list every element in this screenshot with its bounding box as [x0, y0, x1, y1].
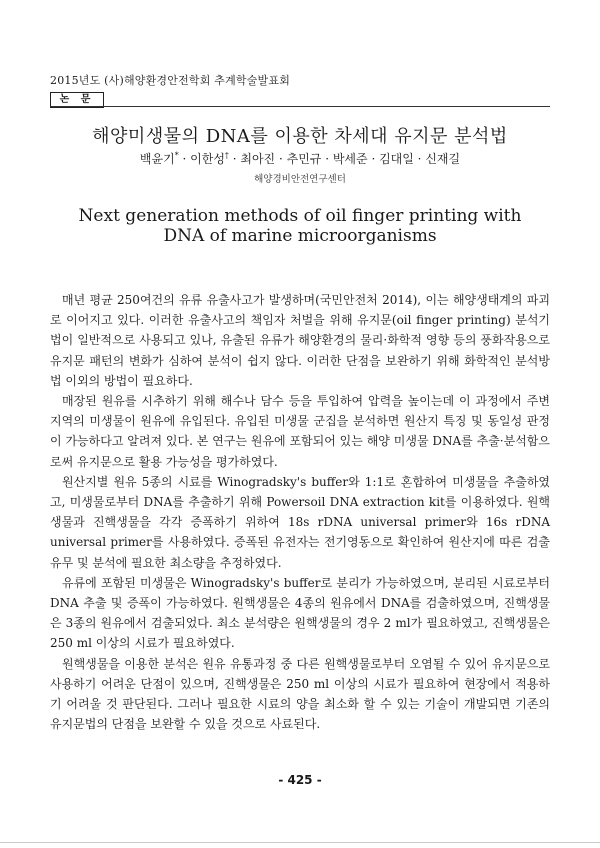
- affiliation: 해양경비안전연구센터: [254, 174, 346, 185]
- author-name: 이한성: [190, 152, 225, 166]
- body-paragraph: 원산지별 원유 5종의 시료를 Winogradsky's buffer와 1:1로 혼합하여 미생물을 추출하였고, 미생물로부터 DNA를 추출하기 위해 Powersoil DNA extraction kit를 이용하였다. 원핵생물과 진핵생물을 각각 증폭하기 위하여 18s rDNA universal primer와 16s rDNA universal primer를 사용하였다. 증폭된 유전자는 전기영동으로 확인하여 원산지에 따른 검출 유무 및 분석에 필요한 최소량을 추정하였다.: [50, 474, 550, 570]
- page-bottom-edge: [0, 842, 600, 843]
- body-paragraph: 매장된 원유를 시추하기 위해 해수나 담수 등을 투입하여 압력을 높이는데 이 과정에서 주변 지역의 미생물이 원유에 유입된다. 유입된 미생물 군집을 분석하면 원산지 특징 및 동일성 판정이 가능하다고 알려져 있다. 본 연구는 원유에 포함되어 있는 해양 미생물 DNA를 추출·분석함으로써 유지문으로 활용 가능성을 평가하였다.: [50, 394, 550, 469]
- paper-title-english: Next generation methods of oil finger printing with DNA of marine microorganisms: [78, 206, 522, 246]
- body-paragraph: 유류에 포함된 미생물은 Winogradsky's buffer로 분리가 가능하였으며, 분리된 시료로부터 DNA 추출 및 증폭이 가능하였다. 원핵생물은 4종의 원유에서 DNA를 검출하였으며, 진핵생물은 3종의 원유에서 검출되었다. 최소 분석량은 원핵생물의 경우 2 ml가 필요하였고, 진핵생물은 250 ml 이상의 시료가 필요하였다.: [50, 575, 550, 651]
- author-name: 신재길: [425, 152, 461, 166]
- section-tag: 논 문: [50, 92, 104, 108]
- paper-title-korean: 해양미생물의 DNA를 이용한 차세대 유지문 분석법: [92, 126, 508, 147]
- conference-header: 2015년도 (사)해양환경안전학회 추계학술발표회: [50, 74, 291, 87]
- author-mark: †: [224, 151, 229, 160]
- author-name: 박세준: [332, 152, 368, 166]
- author-separator: ·: [275, 152, 287, 166]
- author-name: 추민규: [286, 152, 322, 166]
- header-rule: [50, 106, 550, 107]
- author-list: [0, 150, 600, 167]
- author-mark: *: [174, 151, 179, 160]
- abstract-body: [50, 290, 550, 734]
- author-separator: ·: [228, 152, 241, 166]
- author-name: 백윤기: [139, 152, 175, 166]
- author-separator: ·: [367, 152, 380, 166]
- body-paragraph: 매년 평균 250여건의 유류 유출사고가 발생하며(국민안전처 2014), 이는 해양생태계의 파괴로 이어지고 있다. 이러한 유출사고의 책임자 처벌을 위해 유지문(oil finger printing) 분석기법이 일반적으로 사용되고 있나, 유출된 유류가 해양환경의 물리·화학적 영향 등의 풍화작용으로 유지문 패턴의 변화가 심하여 분석이 쉽지 않다. 이러한 단점을 보완하기 위해 화학적인 분석방법 이외의 방법이 필요하다.: [50, 293, 550, 388]
- author-name: 김대일: [379, 152, 414, 166]
- author-separator: ·: [321, 152, 333, 166]
- author-name: 최아진: [240, 152, 276, 166]
- author-separator: ·: [413, 152, 426, 166]
- page-number: - 425 -: [278, 773, 322, 787]
- author-separator: ·: [178, 152, 191, 166]
- body-paragraph: 원핵생물을 이용한 분석은 원유 유통과정 중 다른 원핵생물로부터 오염될 수 있어 유지문으로 사용하기 어려운 단점이 있으며, 진핵생물은 250 ml 이상의 시료가 필요하여 현장에서 적용하기 어려울 것 판단된다. 그러나 필요한 시료의 양을 최소화 할 수 있는 기술이 개발되면 기존의 유지문법의 단점을 보완할 수 있을 것으로 사료된다.: [50, 656, 550, 732]
